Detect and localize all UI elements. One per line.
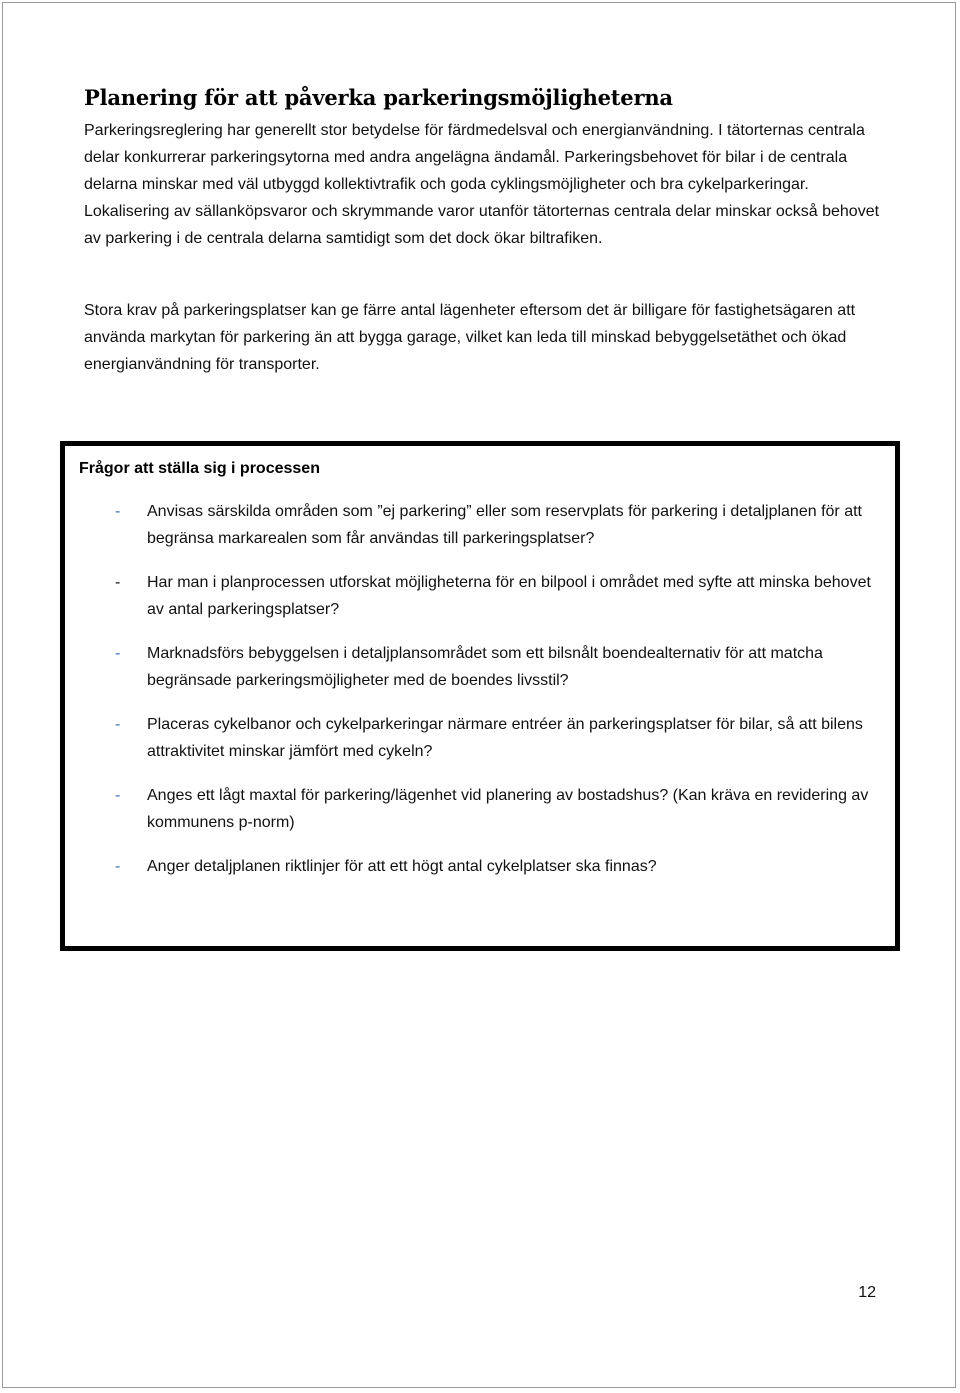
list-item — [65, 782, 895, 836]
body-paragraph-1: Parkeringsreglering har generellt stor betydelse för färdmedelsval och energianvändning. I tätorternas centrala delar konkurrerar parkeringsytorna med andra angelägna ändamål. Parkeringsbehovet för bilar i de centrala delarna minskar med väl utbyggd kollektivtrafik och goda cyklingsmöjligheter och bra cykelparkeringar. Lokalisering av sällanköpsvaror och skrymmande varor utanför tätorternas centrala delar minskar också behovet av parkering i de centrala delarna samtidigt som det dock ökar biltrafiken. — [84, 122, 880, 247]
question-text: Anvisas särskilda områden som ”ej parkering” eller som reservplats för parkering i detaljplanen för att begränsa markarealen som får användas till parkeringsplatser? — [147, 503, 862, 547]
question-text: Marknadsförs bebyggelsen i detaljplansområdet som ett bilsnålt boendealternativ för att matcha begränsade parkeringsmöjligheter med de boendes livsstil? — [147, 645, 823, 689]
section-heading: Planering för att påverka parkeringsmöjligheterna — [84, 85, 673, 110]
dash-bullet: - — [115, 574, 121, 591]
question-text: Anger detaljplanen riktlinjer för att ett högt antal cykelplatser ska finnas? — [147, 858, 657, 875]
dash-bullet: - — [115, 787, 121, 804]
list-item — [65, 853, 895, 880]
question-text: Anges ett lågt maxtal för parkering/lägenhet vid planering av bostadshus? (Kan kräva en revidering av kommunens p-norm) — [147, 787, 869, 831]
page-number: 12 — [858, 1284, 876, 1301]
questions-box-title: Frågor att ställa sig i processen — [79, 460, 320, 477]
dash-bullet: - — [115, 645, 121, 662]
body-paragraph-2: Stora krav på parkeringsplatser kan ge färre antal lägenheter eftersom det är billigare för fastighetsägaren att använda markytan för parkering än att bygga garage, vilket kan leda till minskad bebyggelsetäthet och ökad energianvändning för transporter. — [84, 302, 856, 373]
question-text: Placeras cykelbanor och cykelparkeringar närmare entréer än parkeringsplatser för bilar, så att bilens attraktivitet minskar jämfört med cykeln? — [147, 716, 863, 760]
questions-box — [60, 441, 900, 951]
list-item — [65, 498, 895, 552]
list-item — [65, 711, 895, 765]
dash-bullet: - — [115, 716, 121, 733]
question-text: Har man i planprocessen utforskat möjligheterna för en bilpool i området med syfte att minska behovet av antal parkeringsplatser? — [147, 574, 871, 618]
dash-bullet: - — [115, 858, 121, 875]
list-item — [65, 640, 895, 694]
list-item — [65, 569, 895, 623]
questions-list — [65, 498, 895, 897]
dash-bullet: - — [115, 503, 121, 520]
